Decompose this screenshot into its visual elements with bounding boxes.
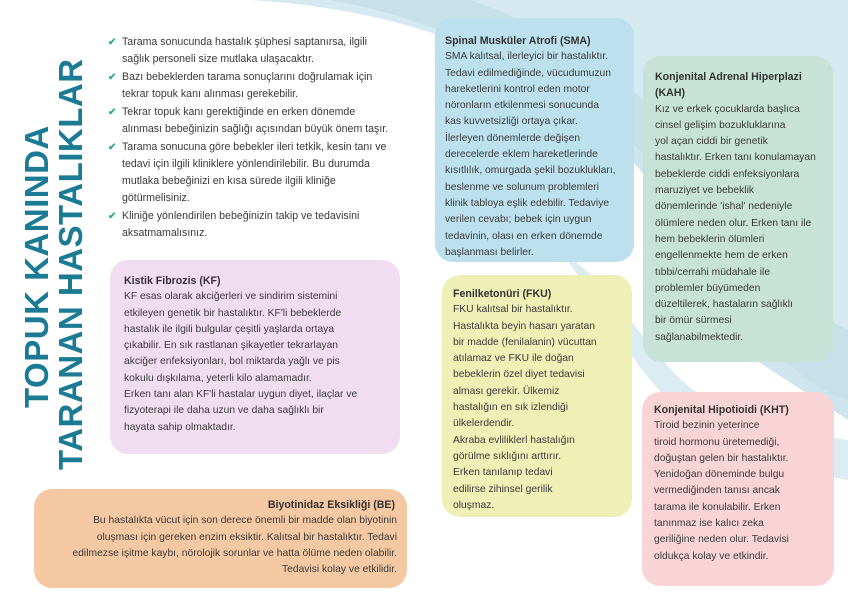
card-fku-line: bir madde (fenilalanin) vücuttan bbox=[453, 336, 597, 348]
card-kah-title-abbr: (KAH) bbox=[655, 87, 686, 100]
card-sma-line: tedavinin, olası en erken dönemde bbox=[445, 230, 603, 242]
card-kf-line: KF esas olarak akciğerleri ve sindirim sistemini bbox=[124, 291, 338, 303]
card-kht-line: Tiroid bezinin yeterince bbox=[654, 420, 760, 432]
card-be bbox=[34, 489, 407, 588]
card-kah-line: bebeklerde ciddi enfeksiyonlara bbox=[655, 168, 800, 180]
card-fku-line: hastalığın en sık izlendiği bbox=[453, 402, 569, 414]
card-fku-line: oluşmaz. bbox=[453, 499, 495, 511]
card-kah-line: yol açan ciddi bir genetik bbox=[655, 136, 768, 148]
card-fku-line: FKU kalıtsal bir hastalıktır. bbox=[453, 304, 573, 316]
card-kah-line: cinsel gelişim bozukluklarına bbox=[655, 119, 786, 131]
card-kah bbox=[643, 56, 833, 362]
bullet-line: Tarama sonucuna göre bebekler ileri tetkik, kesin tanı ve bbox=[122, 141, 387, 153]
card-be-line: oluşması için gereken enzim eksiktir. Kalıtsal bir hastalıktır. Tedavi bbox=[96, 531, 397, 543]
card-be-line: Bu hastalıkta vücut için son derece önemli bir madde olan biyotinin bbox=[93, 515, 397, 527]
card-fku-line: alması gerekir. Ülkemiz bbox=[453, 385, 560, 397]
card-kf-line: hastalık ile ilgili bulgular çeşitli yaşlarda ortaya bbox=[124, 323, 335, 335]
card-kah-line: problemler büyümeden bbox=[655, 282, 761, 294]
bullet-item bbox=[108, 104, 408, 138]
card-kf-line: fizyoterapi ile daha uzun ve daha sağlıklı bir bbox=[124, 405, 324, 417]
card-be-line: Tedavisi kolay ve etkilidir. bbox=[281, 564, 397, 576]
card-kht-line: vermediğinden tanısı ancak bbox=[654, 485, 780, 497]
card-kah-title: Konjenital Adrenal Hiperplazi bbox=[655, 71, 802, 83]
check-icon: ✔ bbox=[108, 211, 117, 222]
card-kah-line: maruziyet ve bebeklik bbox=[655, 185, 755, 197]
card-fku-line: Hastalıkta beyin hasarı yaratan bbox=[453, 320, 595, 332]
card-kht-line: tiroid hormonu üretemediği, bbox=[654, 436, 780, 448]
card-kf-line: akciğer enfeksiyonları, bol miktarda yağlı ve pis bbox=[124, 356, 340, 368]
card-be-line: edilmezse işitme kaybı, nörolojik sorunlar ve hatta ölüme neden olabilir. bbox=[72, 547, 397, 559]
card-sma bbox=[435, 18, 634, 262]
card-kah-line: tıbbi/cerrahi müdahale ile bbox=[655, 266, 771, 278]
bullet-line: Tekrar topuk kanı gerektiğinde en erken dönemde bbox=[122, 106, 356, 118]
bullet-line: aksatmamalısınız. bbox=[122, 227, 208, 239]
bullet-line: tekrar topuk kanı alınması gerekebilir. bbox=[122, 88, 299, 100]
card-kf-line: etkileyen genetik bir hastalıktır. KF'li bebeklerde bbox=[124, 307, 342, 319]
card-sma-title: Spinal Musküler Atrofi (SMA) bbox=[445, 35, 591, 47]
card-be-body bbox=[44, 513, 397, 578]
bullet-line: tedavi için ilgili kliniklere yönlendirilebilir. Bu durumda bbox=[122, 158, 370, 170]
check-icon: ✔ bbox=[108, 72, 117, 83]
card-fku-line: edilirse zihinsel gerilik bbox=[453, 483, 553, 495]
check-icon: ✔ bbox=[108, 142, 117, 153]
check-icon: ✔ bbox=[108, 107, 117, 118]
bullet-line: alınması bebeğinizin sağlığı açısından büyük önem taşır. bbox=[122, 123, 389, 135]
card-sma-line: İlerleyen dönemlerde değişen bbox=[445, 132, 581, 144]
card-kht-title: Konjenital Hipotioidi (KHT) bbox=[654, 404, 789, 416]
card-sma-line: kas kuvvetsizliği ortaya çıkar. bbox=[445, 116, 578, 128]
card-kf-line: Erken tanı alan KF'li hastalar uygun diyet, ilaçlar ve bbox=[124, 389, 358, 401]
vertical-title-line2: TARANAN HASTALIKLAR bbox=[52, 58, 89, 470]
card-kah-line: düzeltilerek, hastaların sağlıklı bbox=[655, 299, 793, 311]
card-sma-line: derecelerde eklem hareketlerinde bbox=[445, 149, 598, 161]
card-kf-line: kokulu dışkılama, yeterli kilo alamamadır. bbox=[124, 372, 312, 384]
card-sma-line: SMA kalıtsal, ilerleyici bir hastalıktır. bbox=[445, 51, 609, 63]
card-fku-line: ülkelerdendir. bbox=[453, 418, 515, 430]
card-sma-line: beslenme ve solunum problemleri bbox=[445, 181, 599, 193]
card-fku-body bbox=[453, 302, 624, 514]
card-kah-line: ölümlere neden olur. Erken tanı ile bbox=[655, 217, 812, 229]
card-sma-body bbox=[445, 49, 624, 261]
card-fku-line: atılamaz ve FKU ile doğan bbox=[453, 353, 574, 365]
card-kht-line: tarama ile konulabilir. Erken bbox=[654, 501, 781, 513]
card-kah-line: engellenmekte hem de erken bbox=[655, 250, 788, 262]
card-kah-line: bir ömür sürmesi bbox=[655, 315, 732, 327]
card-kf bbox=[110, 260, 400, 454]
card-fku bbox=[442, 275, 632, 517]
card-fku-title: Fenilketonüri (FKU) bbox=[453, 288, 552, 300]
bullet-line: Bazı bebeklerden tarama sonuçlarını doğrulamak için bbox=[122, 71, 373, 83]
bullet-line: sağlık personeli size mutlaka ulaşacaktır. bbox=[122, 53, 314, 65]
card-fku-line: bebeklerin özel diyet tedavisi bbox=[453, 369, 585, 381]
card-kht-line: oldukça kolay ve etkindir. bbox=[654, 550, 769, 562]
card-kht bbox=[642, 392, 834, 586]
card-sma-line: verilen cevabı; bebek için uygun bbox=[445, 214, 592, 226]
card-sma-line: kısıtlılık, omurgada şekil bozuklukları, bbox=[445, 165, 616, 177]
card-kf-line: çıkabilir. En sık rastlanan şikayetler tekrarlayan bbox=[124, 340, 339, 352]
card-kht-line: doğuştan gelen bir hastalıktır. bbox=[654, 452, 789, 464]
card-fku-line: Akraba evliliklerl hastalığın bbox=[453, 434, 575, 446]
card-kah-line: hem bebeklerin ölümleri bbox=[655, 233, 765, 245]
check-icon: ✔ bbox=[108, 37, 117, 48]
card-kf-body bbox=[124, 289, 388, 436]
bullet-line: götürmelisiniz. bbox=[122, 192, 190, 204]
info-bullet-list bbox=[108, 34, 408, 243]
vertical-title-line1: TOPUK KANINDA bbox=[18, 125, 55, 408]
bullet-item bbox=[108, 139, 408, 207]
card-kht-line: geriliğine neden olur. Tedavisi bbox=[654, 534, 789, 546]
card-sma-line: Tedavi edilmediğinde, vücudumuzun bbox=[445, 67, 611, 79]
bullet-line: Tarama sonucunda hastalık şüphesi saptanırsa, ilgili bbox=[122, 36, 367, 48]
bullet-line: Kliniğe yönlendirilen bebeğinizin takip ve tedavisini bbox=[122, 210, 360, 222]
card-kf-line: hayata sahip olmaktadır. bbox=[124, 421, 236, 433]
bullet-item bbox=[108, 34, 408, 68]
card-sma-line: başlanması belirler. bbox=[445, 246, 534, 258]
card-kht-line: Yenidoğan döneminde bulgu bbox=[654, 469, 785, 481]
card-fku-line: Erken tanılanıp tedavi bbox=[453, 467, 553, 479]
card-kah-line: sağlanabilmektedir. bbox=[655, 331, 744, 343]
card-kht-line: tanınmaz ise kalıcı zeka bbox=[654, 518, 764, 530]
card-kf-title: Kistik Fibrozis (KF) bbox=[124, 275, 221, 287]
card-kht-body bbox=[654, 418, 825, 565]
bullet-item bbox=[108, 69, 408, 103]
card-kah-line: hastalıktır. Erken tanı konulamayan bbox=[655, 152, 816, 164]
card-be-title: Biyotinidaz Eksikliği (BE) bbox=[267, 499, 395, 511]
bullet-item bbox=[108, 208, 408, 242]
card-kah-line: dönemlerinde 'ishal' nedeniyle bbox=[655, 201, 793, 213]
card-sma-line: hareketlerini kontrol eden motor bbox=[445, 83, 590, 95]
card-sma-line: nöronların etkilenmesi sonucunda bbox=[445, 100, 599, 112]
card-fku-line: görülme sıklığını arttırır. bbox=[453, 450, 562, 462]
card-sma-line: klinik tabloya eşlik edebilir. Tedaviye bbox=[445, 197, 610, 209]
bullet-line: mutlaka bebeğinizi en kısa sürede ilgili kliniğe bbox=[122, 175, 336, 187]
card-kah-line: Kız ve erkek çocuklarda başlıca bbox=[655, 103, 800, 115]
card-kah-body bbox=[655, 102, 823, 346]
